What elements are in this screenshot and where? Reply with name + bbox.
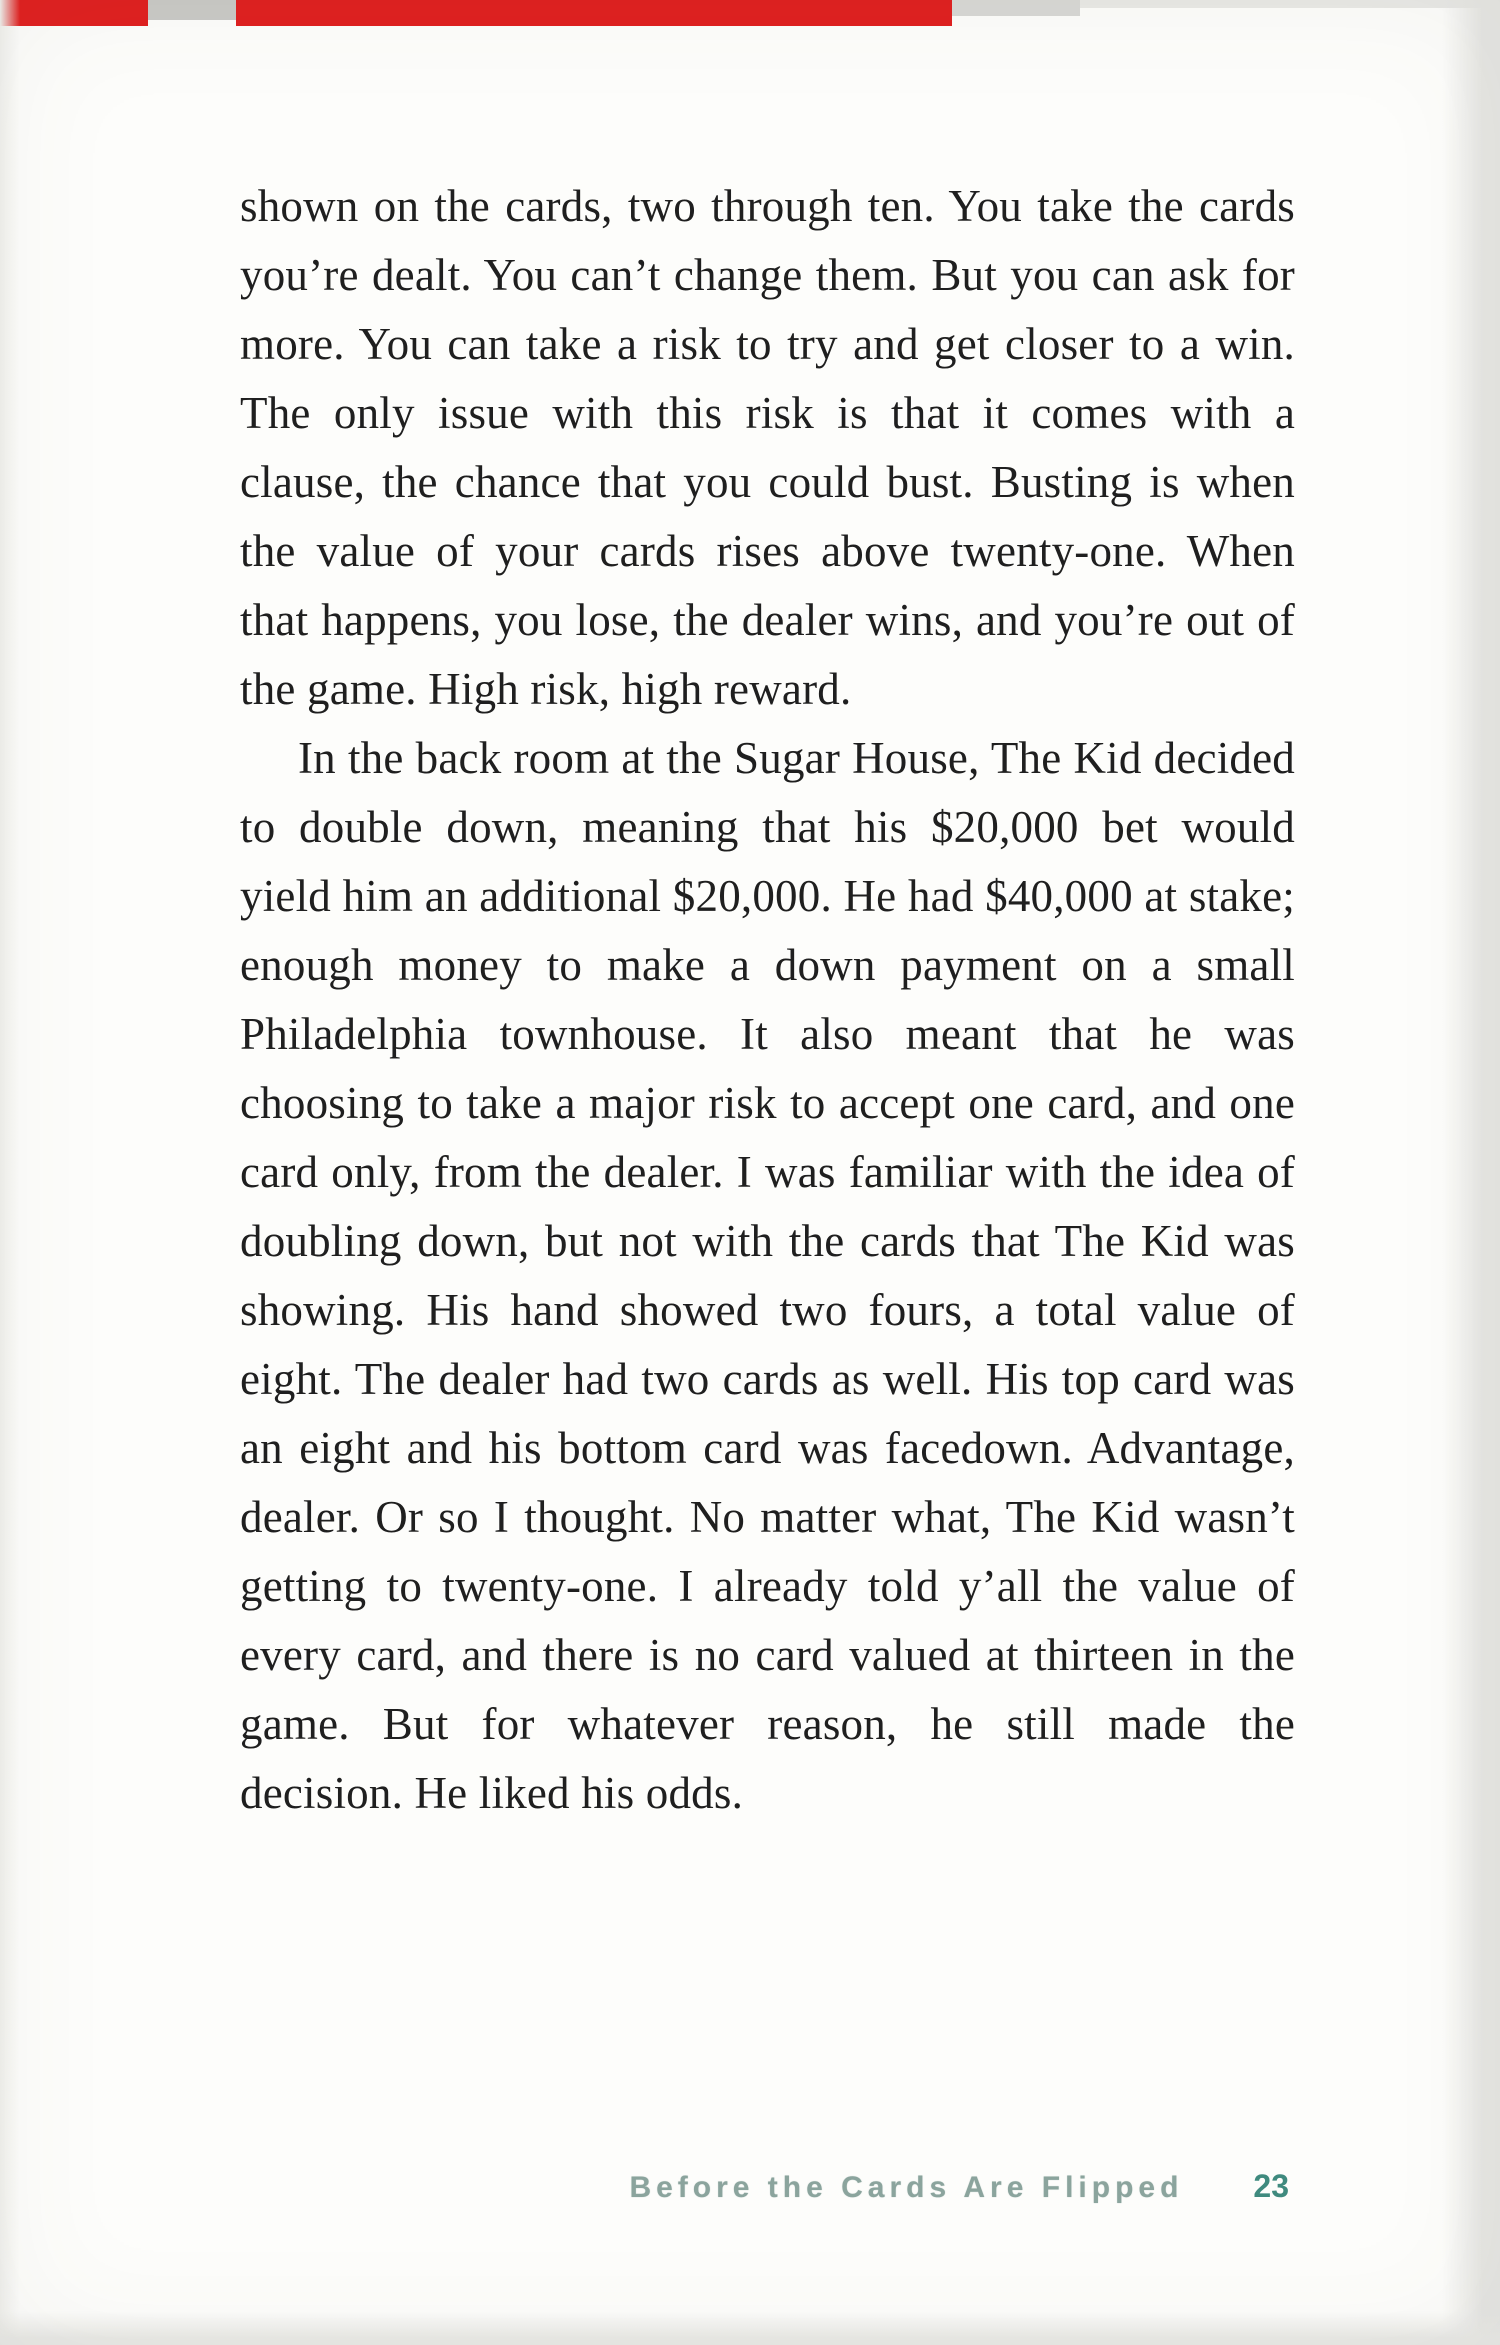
paragraph-continuation: shown on the cards, two through ten. You take the cards you’re dealt. You can’t change them. But you can ask for more. You can take a risk to try and get closer to a win. The only issue with this risk is that it comes with a clause, the chance that you could bust. Busting is when the value of your cards rises above twenty-one. When that happens, you lose, the dealer wins, and you’re out of the game. High risk, high reward. — [240, 181, 1295, 714]
running-footer-title: Before the Cards Are Flipped — [629, 2171, 1184, 2204]
scan-red-strip — [236, 0, 952, 26]
page-number: 23 — [1253, 2168, 1289, 2204]
scan-left-edge-shadow — [0, 0, 20, 2345]
paragraph: In the back room at the Sugar House, The Kid decided to double down, meaning that his $20,000 bet would yield him an additional $20,000. He had $40,000 at stake; enough money to make a down payment on a small Philadelphia townhouse. It also meant that he was choosing to take a major risk to accept one card, and one card only, from the dealer. I was familiar with the idea of doubling down, but not with the cards that The Kid was showing. His hand showed two fours, a total value of eight. The dealer had two cards as well. His top card was an eight and his bottom card was facedown. Advantage, dealer. Or so I thought. No matter what, The Kid wasn’t getting to twenty-one. I already told y’all the value of every card, and there is no card valued at thirteen in the game. But for whatever reason, he still made the decision. He liked his odds. — [240, 733, 1295, 1818]
page-footer — [240, 2168, 1295, 2205]
scan-right-edge-shadow — [1442, 0, 1500, 2345]
scan-bottom-edge-shadow — [0, 2311, 1500, 2345]
scan-top-edge — [1080, 0, 1500, 8]
page-text — [240, 172, 1295, 1828]
scan-red-strip — [0, 0, 148, 26]
scan-gray-patch — [148, 0, 236, 20]
scan-gray-patch — [952, 0, 1080, 16]
